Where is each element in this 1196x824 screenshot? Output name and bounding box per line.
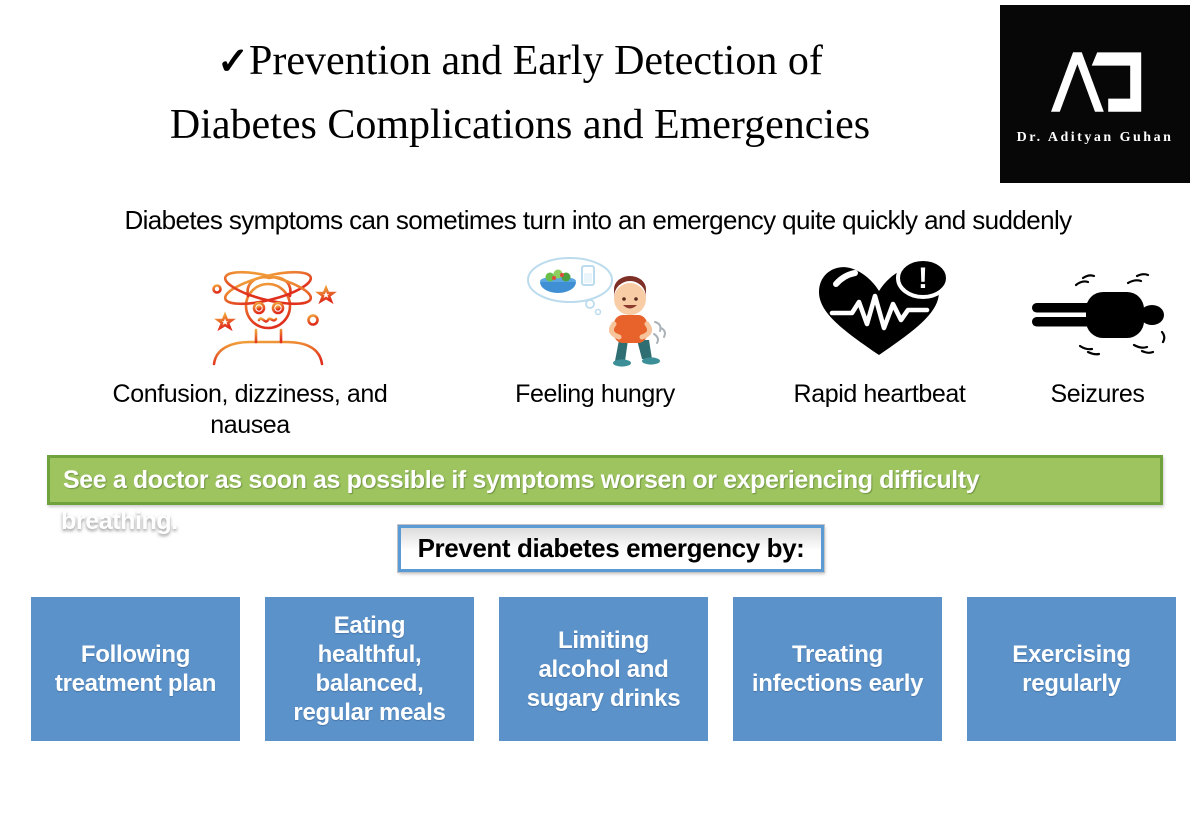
seizure-person-icon [1024,272,1166,358]
prevent-header-box [398,525,824,572]
subtitle: Diabetes symptoms can sometimes turn into an emergency quite quickly and suddenly [124,205,1072,235]
prevention-box-treatment-plan: Following treatment plan [31,597,240,741]
prevention-box-treating-infections: Treating infections early [733,597,942,741]
prevention-box-eating: Eating healthful, balanced, regular meals [265,597,474,741]
prevention-box-exercising: Exercising regularly [967,597,1176,741]
symptom-label-confusion: Confusion, dizziness, and nausea [112,380,388,439]
warning-banner-overflow-text: breathing. [61,507,178,535]
prevent-header-text: Prevent diabetes emergency by: [417,533,805,563]
page-title [60,30,980,157]
title-line-2: Diabetes Complications and Emergencies [169,102,871,148]
dizzy-person-icon [192,258,344,368]
doctor-logo [1000,5,1190,183]
warning-banner-text: See a doctor as soon as possible if symptoms worsen or experiencing difficulty [63,465,980,494]
svg-text:!: ! [918,262,928,295]
checkmark-icon: ✓ [217,41,250,83]
doctor-name: Dr. Adityan Guhan [1016,130,1174,145]
warning-banner [47,455,1163,505]
symptom-label-hungry: Feeling hungry [515,380,675,408]
title-line-1: ✓Prevention and Early Detection of [217,38,823,84]
rapid-heartbeat-icon [806,257,956,363]
ag-monogram-icon [1036,48,1154,114]
symptom-label-seizures: Seizures [1050,380,1145,408]
hungry-boy-icon [524,254,686,370]
prevention-box-limiting-alcohol: Limiting alcohol and sugary drinks [499,597,708,741]
symptom-label-heartbeat: Rapid heartbeat [793,380,966,408]
